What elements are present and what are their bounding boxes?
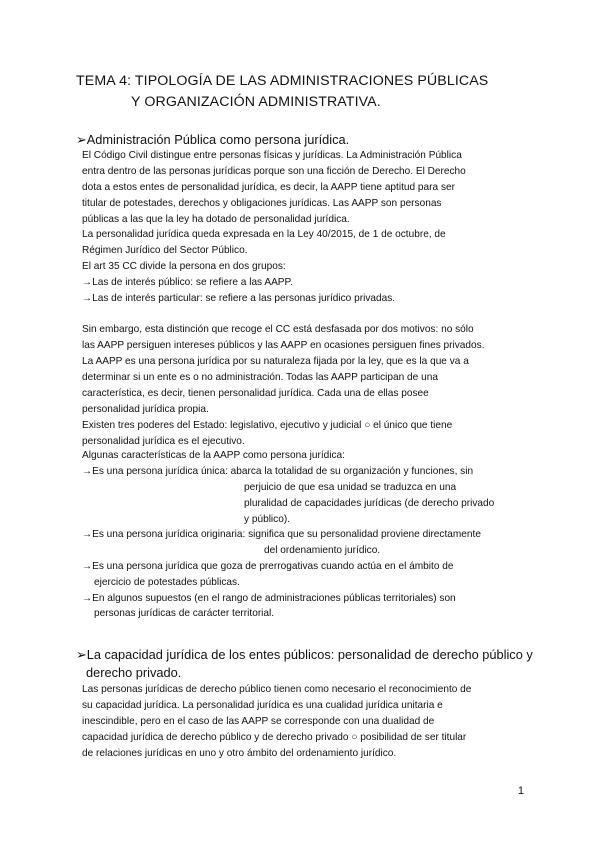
title-line-2: Y ORGANIZACIÓN ADMINISTRATIVA. [131, 94, 381, 110]
text-line: El Código Civil distingue entre personas físicas y jurídicas. La Administración Pública [82, 150, 462, 161]
text-line: personalidad jurídica propia. [82, 404, 209, 415]
text-line: las AAPP persiguen intereses públicos y las AAPP en ocasiones persiguen fines privados. [82, 340, 485, 351]
text-line: Las personas jurídicas de derecho público tienen como necesario el reconocimiento de [82, 684, 472, 695]
list-item: →Es una persona jurídica que goza de prerrogativas cuando actúa en el ámbito de [82, 561, 454, 572]
text-line: de relaciones jurídicas en uno y otro ámbito del ordenamiento jurídico. [82, 748, 397, 759]
text-line: característica, es decir, tienen personalidad jurídica. Cada una de ellas posee [82, 388, 429, 399]
text-line: inescindible, pero en el caso de las AAPP se corresponde con una dualidad de [82, 716, 435, 727]
page-number: 1 [517, 785, 524, 797]
list-item: →Es una persona jurídica originaria: significa que su personalidad proviene directamente [82, 529, 481, 540]
section-2-heading-continuation: derecho privado. [86, 665, 182, 680]
text-line: su capacidad jurídica. La personalidad jurídica es una cualidad jurídica unitaria e [82, 700, 443, 711]
list-item: →En algunos supuestos (en el rango de administraciones públicas territoriales) son [82, 593, 456, 604]
text-line: personalidad jurídica es el ejecutivo. [82, 436, 245, 447]
list-item-continuation: perjuicio de que esa unidad se traduzca en una [244, 482, 457, 493]
text-line: Existen tres poderes del Estado: legislativo, ejecutivo y judicial ○ el único que tiene [82, 420, 453, 431]
list-item-continuation: personas jurídicas de carácter territorial. [94, 608, 275, 619]
text-line: titular de potestades, derechos y obligaciones jurídicas. Las AAPP son personas [82, 198, 442, 209]
text-line: determinar si un ente es o no administración. Todas las AAPP participan de una [82, 372, 438, 383]
text-line: Algunas características de la AAPP como persona jurídica: [82, 450, 345, 461]
title-line-1: TEMA 4: TIPOLOGÍA DE LAS ADMINISTRACIONES PÚBLICAS [76, 73, 489, 89]
list-item-continuation: ejercicio de potestades públicas. [94, 577, 240, 588]
text-line: Sin embargo, esta distinción que recoge el CC está desfasada por dos motivos: no sólo [82, 324, 474, 335]
text-line: entra dentro de las personas jurídicas porque son una ficción de Derecho. El Derecho [82, 166, 466, 177]
text-line: dota a estos entes de personalidad jurídica, es decir, la AAPP tiene aptitud para ser [82, 182, 455, 193]
list-item-continuation: del ordenamiento jurídico. [264, 545, 381, 556]
text-line: →Las de interés particular: se refiere a las personas jurídico privadas. [82, 293, 396, 304]
text-line: Régimen Jurídico del Sector Público. [82, 245, 248, 256]
text-line: La personalidad jurídica queda expresada en la Ley 40/2015, de 1 de octubre, de [82, 229, 446, 240]
list-item-continuation: y público). [244, 514, 291, 525]
list-item: →Es una persona jurídica única: abarca la totalidad de su organización y funciones, sin [82, 466, 474, 477]
section-1-heading: ➢Administración Pública como persona jurídica. [76, 132, 350, 147]
text-line: El art 35 CC divide la persona en dos grupos: [82, 261, 286, 272]
document-title [76, 71, 488, 113]
section-2-heading: ➢La capacidad jurídica de los entes públicos: personalidad de derecho público y [76, 647, 533, 662]
list-item-continuation: pluralidad de capacidades jurídicas (de derecho privado [244, 498, 495, 509]
text-line: La AAPP es una persona jurídica por su naturaleza fijada por la ley, que es la que va a [82, 356, 469, 367]
text-line: públicas a las que la ley ha dotado de personalidad jurídica. [82, 214, 350, 225]
text-line: capacidad jurídica de derecho público y de derecho privado ○ posibilidad de ser titular [82, 732, 467, 743]
text-line: →Las de interés público: se refiere a las AAPP. [82, 277, 293, 288]
